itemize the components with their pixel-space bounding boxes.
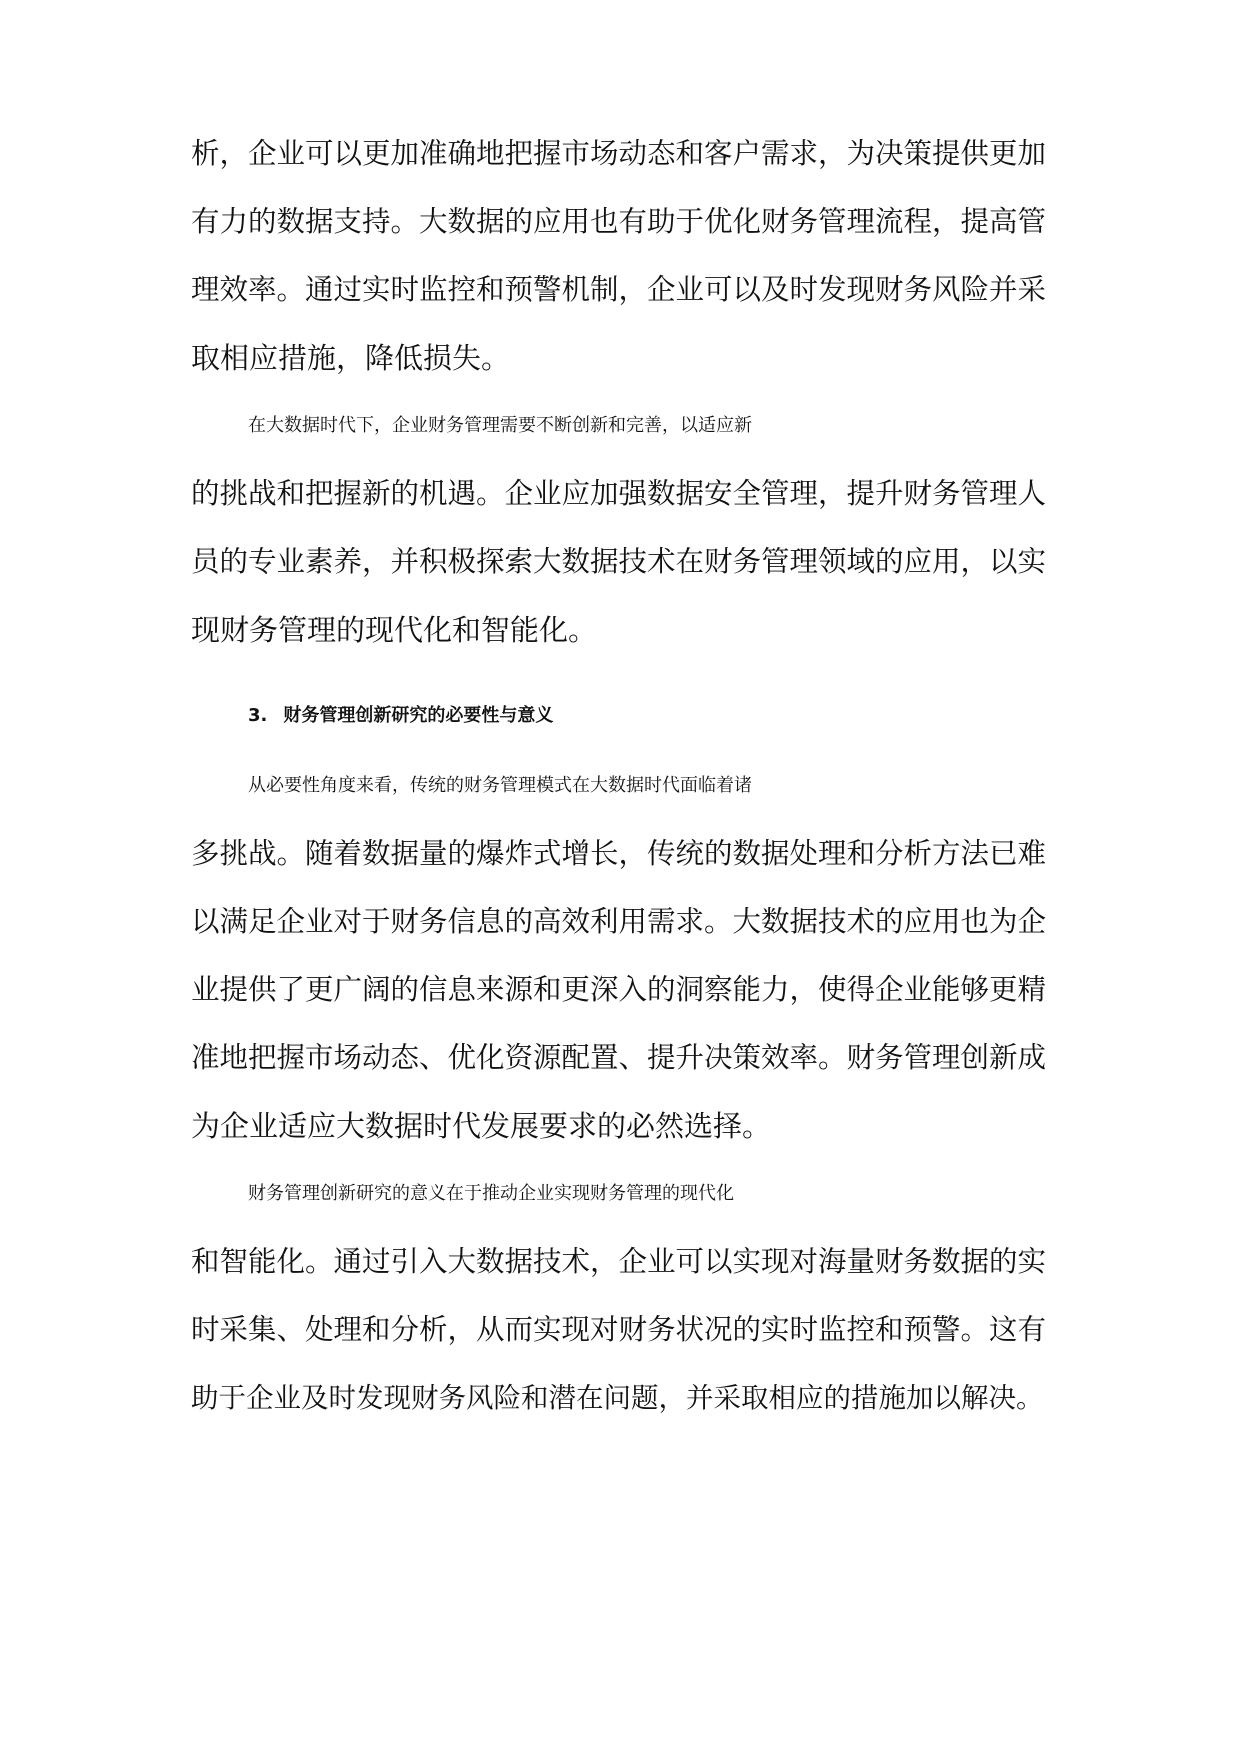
- section-title: 财务管理创新研究的必要性与意义: [283, 705, 554, 726]
- paragraph-3-line-5: 准地把握市场动态、优化资源配置、提升决策效率。财务管理创新成: [191, 1041, 1047, 1074]
- paragraph-2-line-4: 现财务管理的现代化和智能化。: [191, 613, 598, 647]
- paragraph-4-line-4: 助于企业及时发现财务风险和潜在问题，并采取相应的措施加以解决。: [191, 1382, 1044, 1414]
- paragraph-4-line-1: 财务管理创新研究的意义在于推动企业实现财务管理的现代化: [248, 1183, 734, 1204]
- paragraph-2-line-3: 员的专业素养，并积极探索大数据技术在财务管理领域的应用，以实: [191, 545, 1047, 578]
- section-heading: [248, 686, 1108, 746]
- paragraph-3-line-3: 以满足企业对于财务信息的高效利用需求。大数据技术的应用也为企: [191, 905, 1047, 938]
- paragraph-3-line-2: 多挑战。随着数据量的爆炸式增长，传统的数据处理和分析方法已难: [191, 837, 1047, 870]
- section-number: 3.: [248, 705, 268, 726]
- paragraph-3-line-6: 为企业适应大数据时代发展要求的必然选择。: [191, 1109, 772, 1143]
- paragraph-3-line-4: 业提供了更广阔的信息来源和更深入的洞察能力，使得企业能够更精: [191, 973, 1047, 1006]
- paragraph-2-line-2: 的挑战和把握新的机遇。企业应加强数据安全管理，提升财务管理人: [191, 477, 1047, 510]
- paragraph-4-line-3: 时采集、处理和分析，从而实现对财务状况的实时监控和预警。这有: [191, 1313, 1047, 1346]
- paragraph-2-line-1: 在大数据时代下，企业财务管理需要不断创新和完善，以适应新: [248, 415, 752, 436]
- paragraph-1-line-3: 理效率。通过实时监控和预警机制，企业可以及时发现财务风险并采: [191, 273, 1047, 306]
- paragraph-1-line-1: 析，企业可以更加准确地把握市场动态和客户需求，为决策提供更加: [191, 137, 1047, 170]
- paragraph-3-line-1: 从必要性角度来看，传统的财务管理模式在大数据时代面临着诸: [248, 775, 752, 796]
- paragraph-1-line-2: 有力的数据支持。大数据的应用也有助于优化财务管理流程，提高管: [191, 205, 1047, 238]
- paragraph-4-line-2: 和智能化。通过引入大数据技术，企业可以实现对海量财务数据的实: [191, 1245, 1047, 1278]
- paragraph-1-line-4: 取相应措施，降低损失。: [191, 341, 511, 375]
